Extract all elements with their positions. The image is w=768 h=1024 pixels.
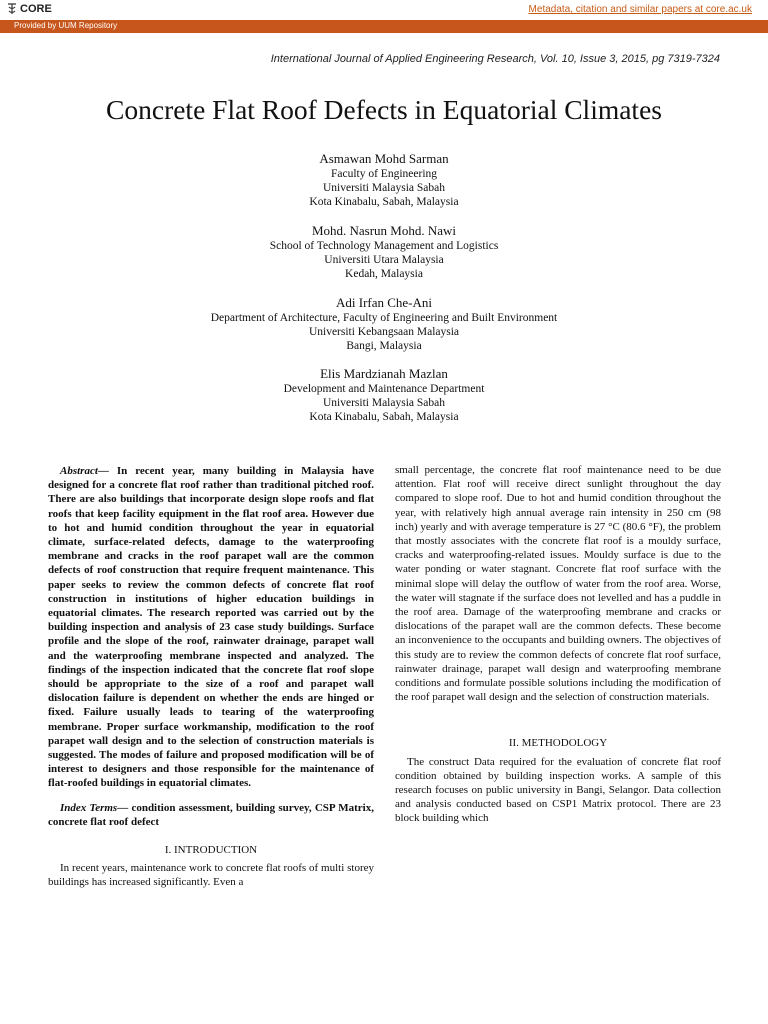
author-affiliation-line: Universiti Utara Malaysia (324, 254, 444, 266)
index-terms-label: Index Terms— (60, 801, 129, 814)
author-affiliation-line: Kedah, Malaysia (345, 268, 423, 280)
author-affiliation-line: Department of Architecture, Faculty of Engineering and Built Environment (210, 312, 558, 324)
author-affiliation-line: Kota Kinabalu, Sabah, Malaysia (309, 411, 459, 423)
methodology-paragraph: The construct Data required for the evaluation of concrete flat roof condition obtained by building inspection works. A sample of this research focuses on public university in Bangi, Selangor. Data collection and analysis conducted based on CSP1 Matrix protocol. There are 23 block building which (395, 755, 721, 825)
author-name: Elis Mardzianah Mazlan (320, 366, 448, 381)
author-block (0, 294, 768, 353)
author-affiliation-line: Universiti Kebangsaan Malaysia (308, 326, 460, 338)
abstract-label: Abstract— (60, 465, 109, 477)
index-terms-text: condition assessment, building survey, CSP Matrix, concrete flat roof defect (48, 801, 374, 828)
repository-bar (0, 20, 768, 33)
journal-citation: International Journal of Applied Engineering Research, Vol. 10, Issue 3, 2015, pg 7319-7324 (270, 53, 720, 65)
author-affiliation-line: Development and Maintenance Department (283, 383, 485, 395)
introduction-continuation: small percentage, the concrete flat roof maintenance need to be due attention. Flat roof will receive direct sunlight throughout the day compared to slope roof. Due to hot and humid condition throughout the year, with relatively high annual average rain intensity in 250 cm (98 inch) yearly and with average temperature is 27 °C (80.6 °F), the problem that mostly associates with the concrete flat roof is a mouldy surface, cracks and waterproofing-related issues. Mouldy surface is due to the water ponding or water stagnant. Concrete flat roof surface with the minimal slope will delay the outflow of water from the roof area. Worse, the water will stagnate if the surface does not levelled and has a puddle in the roof area. Damage of the waterproofing membrane and cracks or dislocations of the parapet wall are the common defects. These become an inconvenience to the occupants and building owners. The objectives of this study are to review the common defects of concrete flat roof surface, rainwater drainage, parapet wall design and waterproofing membrane conditions and formulate possible solutions including the modification of the roof parapet wall design and the selection of construction materials. (395, 464, 721, 704)
author-block (0, 150, 768, 209)
author-affiliation-line: Universiti Malaysia Sabah (322, 397, 445, 409)
abstract-text: In recent year, many building in Malaysia have designed for a concrete flat roof rather than traditional pitched roof. There are also buildings that incorporate design slope roofs and flat roofs that keep facility equipment in the flat roof area. However due to hot and humid condition throughout the year in equatorial climate, surface-related defects, damage to the waterproofing membrane and cracks in the roof parapet wall are the common defects of roof construction that require frequent maintenance. This paper seeks to review the common defects of concrete flat roof construction in institutions of higher education buildings in equatorial climates. The research reported was carried out by the building inspection and analysis of 23 case study buildings. Surface profile and the slope of the roof, rainwater drainage, parapet wall and the waterproofing membrane inspected and analyzed. The findings of the inspection indicated that the concrete flat roof slope should be appropriate to the size of a roof and parapet wall dislocation failure is dependent on whether the ends are hinged or fixed. Failure usually leads to tearing of the waterproofing membrane. Proper surface workmanship, modification to the roof parapet wall design and to the selection of construction materials is suggested. The modes of failure and proposed modification will be of interest to designers and those responsible for the maintenance of flat-roofed buildings in equatorial climates. (48, 465, 374, 790)
core-banner (0, 0, 768, 20)
author-affiliation-line: Universiti Malaysia Sabah (322, 182, 445, 194)
introduction-paragraph: In recent years, maintenance work to concrete flat roofs of multi storey buildings has increased significantly. Even a (48, 862, 374, 889)
author-affiliation-line: Kota Kinabalu, Sabah, Malaysia (309, 196, 459, 208)
author-affiliation-line: Faculty of Engineering (330, 168, 438, 180)
author-affiliation-line: School of Technology Management and Logistics (269, 240, 499, 252)
paper-title: Concrete Flat Roof Defects in Equatorial Climates (106, 94, 662, 125)
core-logo-icon (6, 2, 18, 16)
abstract (48, 464, 374, 791)
right-column (395, 463, 721, 826)
author-name: Asmawan Mohd Sarman (319, 151, 449, 166)
author-block (0, 365, 768, 424)
index-terms (48, 801, 374, 829)
author-affiliation-line: Bangi, Malaysia (346, 340, 422, 352)
author-name: Mohd. Nasrun Mohd. Nawi (311, 223, 457, 238)
section-heading-methodology: II. METHODOLOGY (508, 737, 608, 750)
author-block (0, 222, 768, 281)
left-column (48, 464, 374, 890)
author-name: Adi Irfan Che-Ani (335, 295, 433, 310)
section-heading-introduction: I. INTRODUCTION (164, 844, 258, 857)
core-logo-text: CORE (20, 3, 52, 15)
metadata-link[interactable]: Metadata, citation and similar papers at core.ac.uk (528, 4, 752, 15)
core-logo[interactable] (6, 2, 52, 16)
provided-by-text[interactable]: Provided by UUM Repository (14, 21, 118, 30)
